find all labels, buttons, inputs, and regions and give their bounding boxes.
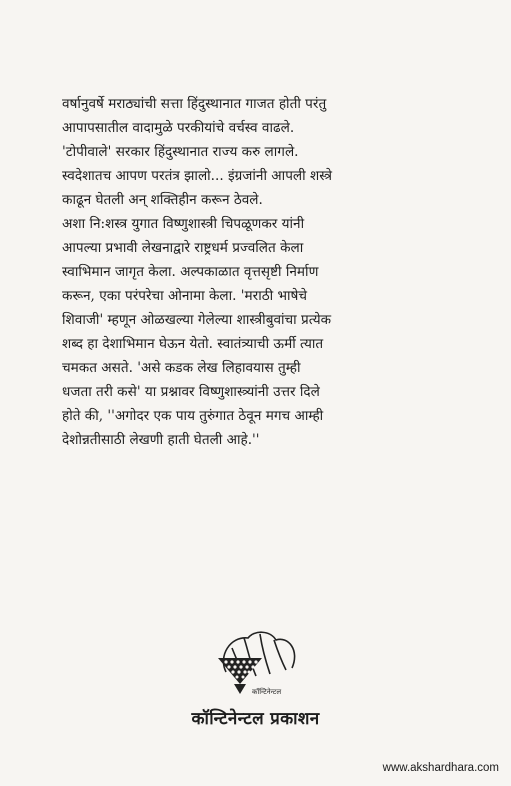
blurb-line: शिवाजी' म्हणून ओळखल्या गेलेल्या शास्त्रीबुवांचा प्रत्येक bbox=[62, 312, 332, 328]
blurb-line: स्वाभिमान जागृत केला. अल्पकाळात वृत्तसृष्टी निर्माण bbox=[62, 264, 319, 280]
website-url[interactable]: www.akshardhara.com bbox=[382, 762, 499, 774]
blurb-line: धजता तरी कसे' या प्रश्नावर विष्णुशास्त्र्यांनी उत्तर दिले bbox=[62, 384, 320, 400]
blurb-line: आपापसातील वादामुळे परकीयांचे वर्चस्व वाढले. bbox=[62, 120, 295, 136]
blurb-line: चमकत असते. 'असे कडक लेख लिहावयास तुम्ही bbox=[62, 360, 301, 376]
blurb-line: अशा नि:शस्त्र युगात विष्णुशास्त्री चिपळूणकर यांनी bbox=[62, 216, 305, 232]
blurb-text bbox=[62, 92, 492, 452]
publisher-logo bbox=[208, 628, 306, 698]
publisher-name: कॉन्टिनेन्टल प्रकाशन bbox=[191, 709, 320, 729]
blurb-line: काढून घेतली अन् शक्तिहीन करून ठेवले. bbox=[62, 192, 263, 208]
blurb-line: होते की, ''अगोदर एक पाय तुरुंगात ठेवून मगच आम्ही bbox=[62, 408, 324, 424]
blurb-line: आपल्या प्रभावी लेखनाद्वारे राष्ट्रधर्म प्रज्वलित केला bbox=[62, 240, 304, 256]
blurb-line: 'टोपीवाले' सरकार हिंदुस्थानात राज्य करु लागले. bbox=[62, 144, 299, 160]
logo-caption: कॉन्टिनेन्टल bbox=[252, 688, 282, 696]
blurb-line: करून, एका परंपरेचा ओनामा केला. 'मराठी भाषेचे bbox=[62, 288, 308, 304]
blurb-line: वर्षानुवर्षे मराठ्यांची सत्ता हिंदुस्थानात गाजत होती परंतु bbox=[62, 96, 327, 112]
blurb-line: देशोन्नतीसाठी लेखणी हाती घेतली आहे.'' bbox=[62, 432, 260, 448]
blurb-line: स्वदेशातच आपण परतंत्र झालो... इंग्रजांनी आपली शस्त्रे bbox=[62, 168, 333, 184]
blurb-line: शब्द हा देशाभिमान घेऊन येतो. स्वातंत्र्याची ऊर्मी त्यात bbox=[62, 336, 324, 352]
publisher-logo-icon bbox=[208, 628, 306, 698]
